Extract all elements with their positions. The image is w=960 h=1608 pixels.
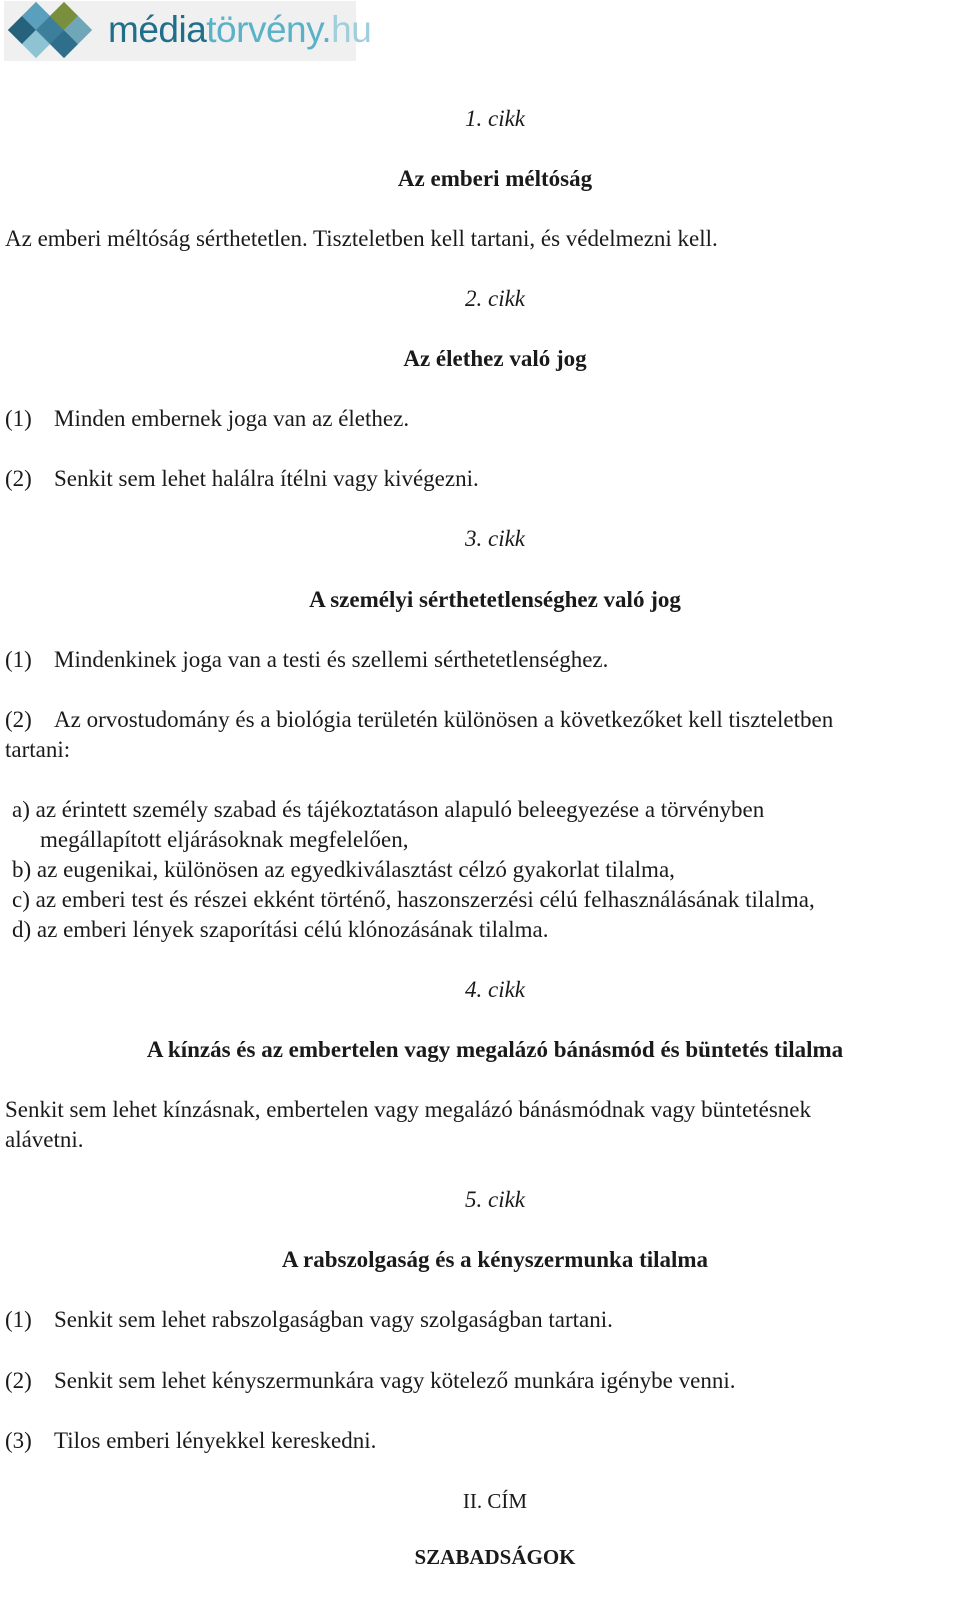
article-4-text-continuation: alávetni. [5,1127,84,1152]
article-3-title: A személyi sérthetetlenséghez való jog [309,587,681,612]
article-5-title: A rabszolgaság és a kényszermunka tilalma [281,1247,709,1272]
article-1-label: 1. cikk [464,106,525,131]
list-item-b: b) az eugenikai, különösen az egyedkiválasztást célzó gyakorlat tilalma, [12,857,675,882]
paragraph-number: (1) [5,1307,32,1332]
article-3-paragraph-1 [5,645,945,675]
paragraph-text: Senkit sem lehet rabszolgaságban vagy szolgaságban tartani. [54,1307,613,1332]
list-item-a: a) az érintett személy szabad és tájékoztatáson alapuló beleegyezése a törvényben [12,797,765,822]
paragraph-text: Senkit sem lehet halálra ítélni vagy kivégezni. [54,466,479,491]
article-4-title: A kínzás és az embertelen vagy megalázó bánásmód és büntetés tilalma [146,1037,844,1062]
paragraph-number: (2) [5,707,32,732]
article-5-paragraph-2 [5,1366,945,1396]
paragraph-text: Tilos emberi lényekkel kereskedni. [54,1428,377,1453]
logo-text-media: média [108,9,207,50]
article-5-label: 5. cikk [464,1187,525,1212]
list-item-c: c) az emberi test és részei ekként történő, haszonszerzési célú felhasználásának tilalma, [12,887,815,912]
article-1-title: Az emberi méltóság [397,166,593,191]
paragraph-text: Mindenkinek joga van a testi és szellemi sérthetetlenséghez. [54,647,609,672]
paragraph-number: (2) [5,466,32,491]
article-2-paragraph-1 [5,404,945,434]
article-4-label: 4. cikk [464,977,525,1002]
paragraph-text: Minden embernek joga van az élethez. [54,406,410,431]
list-item-a-continuation: megállapított eljárásoknak megfelelően, [40,827,409,852]
diamond-mosaic-icon [4,1,108,61]
article-3-label: 3. cikk [464,526,525,551]
article-2-title: Az élethez való jog [403,346,587,371]
paragraph-number: (2) [5,1368,32,1393]
article-2-label: 2. cikk [464,286,525,311]
section-title: SZABADSÁGOK [414,1545,576,1569]
paragraph-number: (3) [5,1428,32,1453]
paragraph-number: (1) [5,406,32,431]
paragraph-text: Senkit sem lehet kényszermunkára vagy kötelező munkára igénybe venni. [54,1368,736,1393]
mediatorveny-logo [4,1,372,61]
article-3-paragraph-2 [5,705,945,735]
article-2-paragraph-2 [5,464,945,494]
logo-wordmark [108,6,371,54]
list-item-d: d) az emberi lények szaporítási célú klónozásának tilalma. [12,917,549,942]
paragraph-text: Az orvostudomány és a biológia területén különösen a következőket kell tiszteletben [54,707,834,732]
article-4-text: Senkit sem lehet kínzásnak, embertelen vagy megalázó bánásmódnak vagy büntetésnek [5,1097,812,1122]
section-label: II. CÍM [462,1489,528,1513]
article-1-text: Az emberi méltóság sérthetetlen. Tiszteletben kell tartani, és védelmezni kell. [5,226,718,251]
logo-text-torveny: törvény [206,9,322,50]
paragraph-number: (1) [5,647,32,672]
article-5-paragraph-3 [5,1426,945,1456]
logo-text-hu: hu [331,9,372,50]
article-5-paragraph-1 [5,1305,945,1335]
logo-text-dot: . [321,9,332,50]
article-3-paragraph-2-continuation: tartani: [5,737,71,762]
